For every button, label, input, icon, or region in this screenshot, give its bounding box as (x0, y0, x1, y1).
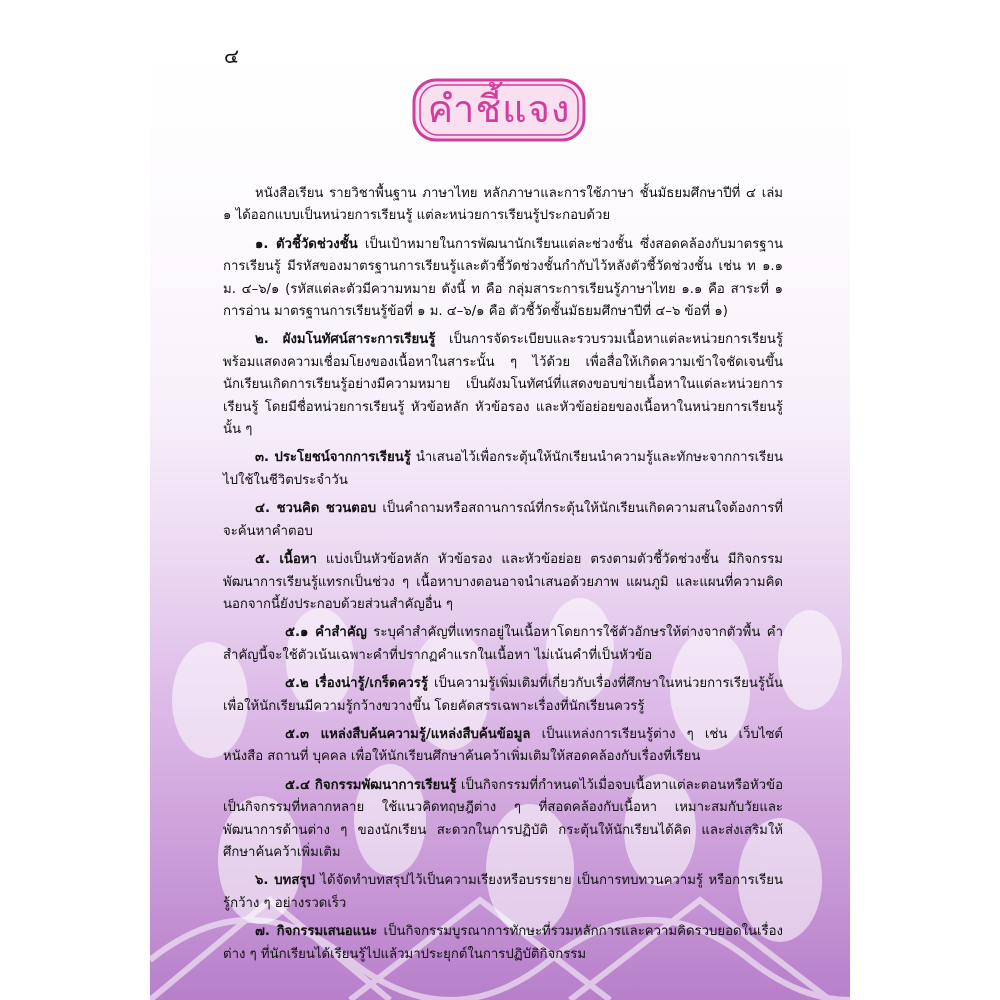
paragraph (223, 622, 783, 667)
paragraph (223, 183, 783, 228)
paragraph-text: เป็นกิจกรรมที่กำหนดไว้เมื่อจบเนื้อหาแต่ละตอนหรือหัวข้อ เป็นกิจกรรมที่หลากหลาย ใช้แนวคิดทฤษฎีต่าง ๆ ที่สอดคล้องกับเนื้อหา เหมาะสมกับวัยและพัฒนาการด้านต่าง ๆ ของนักเรียน สะดวกในการปฏิบัติ กระตุ้นให้นักเรียนได้คิด และส่งเสริมให้ศึกษาค้นคว้าเพิ่มเติม (223, 777, 783, 860)
paragraph-text: นำเสนอไว้เพื่อกระตุ้นให้นักเรียนนำความรู้และทักษะจากการเรียนไปใช้ในชีวิตประจำวัน (223, 450, 784, 488)
paragraph-heading: ๕. เนื้อหา (255, 552, 317, 568)
paragraph-heading: ๓. ประโยชน์จากการเรียนรู้ (255, 450, 411, 466)
paragraph (223, 673, 783, 718)
paragraph (223, 921, 783, 966)
paragraph (223, 549, 783, 616)
paragraph (223, 724, 783, 769)
paragraph (223, 498, 783, 543)
paragraph-heading: ๕.๓ แหล่งสืบค้นความรู้/แหล่งสืบค้นข้อมูล (285, 726, 531, 742)
paragraph (223, 870, 783, 915)
body-text (223, 183, 783, 966)
paragraph-text: เป็นคำถามหรือสถานการณ์ที่กระตุ้นให้นักเรียนเกิดความสนใจต้องการที่จะค้นหาคำตอบ (223, 501, 783, 539)
paragraph-heading: ๑. ตัวชี้วัดช่วงชั้น (255, 236, 358, 252)
paragraph-heading: ๕.๒ เรื่องน่ารู้/เกร็ดควรรู้ (285, 676, 428, 692)
paragraph-text: แบ่งเป็นหัวข้อหลัก หัวข้อรอง และหัวข้อย่อย ตรงตามตัวชี้วัดช่วงชั้น มีกิจกรรมพัฒนาการเรียนรู้แทรกเป็นช่วง ๆ เนื้อหาบางตอนอาจนำเสนอด้วยภาพ แผนภูมิ และแผนที่ความคิด นอกจากนี้ยังประกอบด้วยส่วนสำคัญอื่น ๆ (223, 552, 784, 612)
paragraph-heading: ๕.๑ คำสำคัญ (285, 625, 367, 641)
paragraph-text: เป็นกิจกรรมบูรณาการทักษะที่รวมหลักการและความคิดรวบยอดในเรื่องต่าง ๆ ที่นักเรียนได้เรียนรู้ไปแล้วมาประยุกต์ในการปฏิบัติกิจกรรม (223, 924, 783, 962)
paragraph-text: ระบุคำสำคัญที่แทรกอยู่ในเนื้อหาโดยการใช้ตัวอักษรให้ต่างจากตัวพื้น คำสำคัญนี้จะใช้ตัวเน้นเฉพาะคำที่ปรากฏคำแรกในเนื้อหา ไม่เน้นคำที่เป็นหัวข้อ (223, 625, 783, 663)
paragraph-heading: ๖. บทสรุป (255, 873, 315, 889)
paragraph (223, 329, 783, 441)
paragraph-heading: ๗. กิจกรรมเสนอแนะ (255, 924, 378, 940)
paragraph-text: เป็นการจัดระเบียบและรวบรวมเนื้อหาแต่ละหน่วยการเรียนรู้ พร้อมแสดงความเชื่อมโยงของเนื้อหาในสาระนั้น ๆ ไว้ด้วย เพื่อสื่อให้เกิดความเข้าใจชัดเจนขึ้น นักเรียนเกิดการเรียนรู้อย่างมีความหมาย เป็นผังมโนทัศน์ที่แสดงขอบข่ายเนื้อหาในแต่ละหน่วยการเรียนรู้ โดยมีชื่อหน่วยการเรียนรู้ หัวข้อหลัก หัวข้อรอง และหัวข้อย่อยของเนื้อหาในหน่วยการเรียนรู้นั้น ๆ (223, 332, 783, 438)
page-number: ๔ (224, 44, 240, 68)
paragraph-heading: ๕.๔ กิจกรรมพัฒนาการเรียนรู้ (285, 777, 457, 793)
paragraph-text: หนังสือเรียน รายวิชาพื้นฐาน ภาษาไทย หลักภาษาและการใช้ภาษา ชั้นมัธยมศึกษาปีที่ ๔ เล่ม ๑ ได้ออกแบบเป็นหน่วยการเรียนรู้ แต่ละหน่วยการเรียนรู้ประกอบด้วย (223, 186, 783, 224)
paragraph-heading: ๒. ผังมโนทัศน์สาระการเรียนรู้ (255, 332, 436, 348)
paragraph-text: เป็นความรู้เพิ่มเติมที่เกี่ยวกับเรื่องที่ศึกษาในหน่วยการเรียนรู้นั้น เพื่อให้นักเรียนมีความรู้กว้างขวางขึ้น โดยคัดสรรเฉพาะเรื่องที่นักเรียนควรรู้ (223, 676, 783, 714)
paragraph (223, 447, 783, 492)
paragraph-text: เป็นเป้าหมายในการพัฒนานักเรียนแต่ละช่วงชั้น ซึ่งสอดคล้องกับมาตรฐานการเรียนรู้ มีรหัสของมาตรฐานการเรียนรู้และตัวชี้วัดช่วงชั้นกำกับไว้หลังตัวชี้วัดช่วงชั้น เช่น ท ๑.๑ ม. ๔–๖/๑ (รหัสแต่ละตัวมีความหมาย ดังนี้ ท คือ กลุ่มสาระการเรียนรู้ภาษาไทย ๑.๑ คือ สาระที่ ๑ การอ่าน มาตรฐานการเรียนรู้ข้อที่ ๑ ม. ๔–๖/๑ คือ ตัวชี้วัดชั้นมัธยมศึกษาปีที่ ๔–๖ ข้อที่ ๑) (223, 236, 783, 320)
paragraph-text: เป็นแหล่งการเรียนรู้ต่าง ๆ เช่น เว็บไซต์ หนังสือ สถานที่ บุคคล เพื่อให้นักเรียนศึกษาค้นคว้าเพิ่มเติมให้สอดคล้องกับเรื่องที่เรียน (223, 726, 783, 765)
title-banner (411, 77, 587, 143)
paragraph-heading: ๔. ชวนคิด ชวนตอบ (255, 501, 377, 517)
paragraph (223, 775, 783, 865)
paragraph (223, 234, 783, 324)
paragraph-text: ได้จัดทำบทสรุปไว้เป็นความเรียงหรือบรรยาย เป็นการทบทวนความรู้ หรือการเรียนรู้กว้าง ๆ อย่างรวดเร็ว (223, 873, 783, 911)
page-title: คำชี้แจง (427, 87, 571, 131)
